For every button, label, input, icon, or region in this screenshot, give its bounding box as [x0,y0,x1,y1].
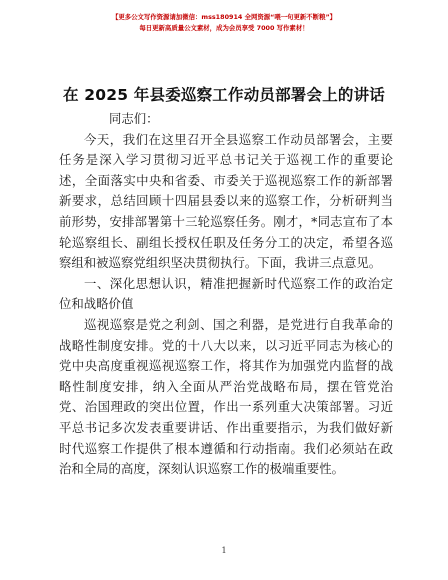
section-heading-1: 一、深化思想认识，精准把握新时代巡察工作的政治定位和战略价值 [59,275,393,312]
paragraph-section-1: 巡视巡察是党之利剑、国之利器，是党进行自我革命的战略性制度安排。党的十八大以来，以习近平同志为核心的党中央高度重视巡视巡察工作，将其作为加强党内监督的战略性制度安排，纳入全面从严治党战略布局，摆在管党治党、治国理政的突出位置，作出一系列重大决策部署。习近平总书记多次发表重要讲话、作出重要指示，为我们做好新时代巡察工作提供了根本遵循和行动指南。我们必须站在政治和全局的高度，深刻认识巡察工作的极端重要性。 [59,316,393,477]
salutation: 同志们： [109,111,159,126]
paragraph-opening: 今天，我们在这里召开全县巡察工作动员部署会，主要任务是深入学习贯彻习近平总书记关于巡视工作的重要论述，全面落实中央和省委、市委关于巡视巡察工作的新部署新要求，总结回顾十四届县委以来的巡察工作，分析研判当前形势，安排部署第十三轮巡察任务。刚才，*同志宣布了本轮巡察组长、副组长授权任职及任务分工的决定，希望各巡察组和被巡察党组织坚决贯彻执行。下面，我讲三点意见。 [59,131,393,271]
document-title: 在 2025 年县委巡察工作动员部署会上的讲话 [62,86,386,104]
page-number: 1 [221,546,227,555]
document-body [59,109,393,480]
promo-banner [0,12,448,34]
promo-banner-line-2: 每日更新高质量公文素材，成为会员享受 7000 写作素材！ [139,24,309,32]
promo-banner-line-1: 【更多公文写作资源请加微信：mss180914 全网资源“喂一句更新不断粮”】 [111,13,337,21]
